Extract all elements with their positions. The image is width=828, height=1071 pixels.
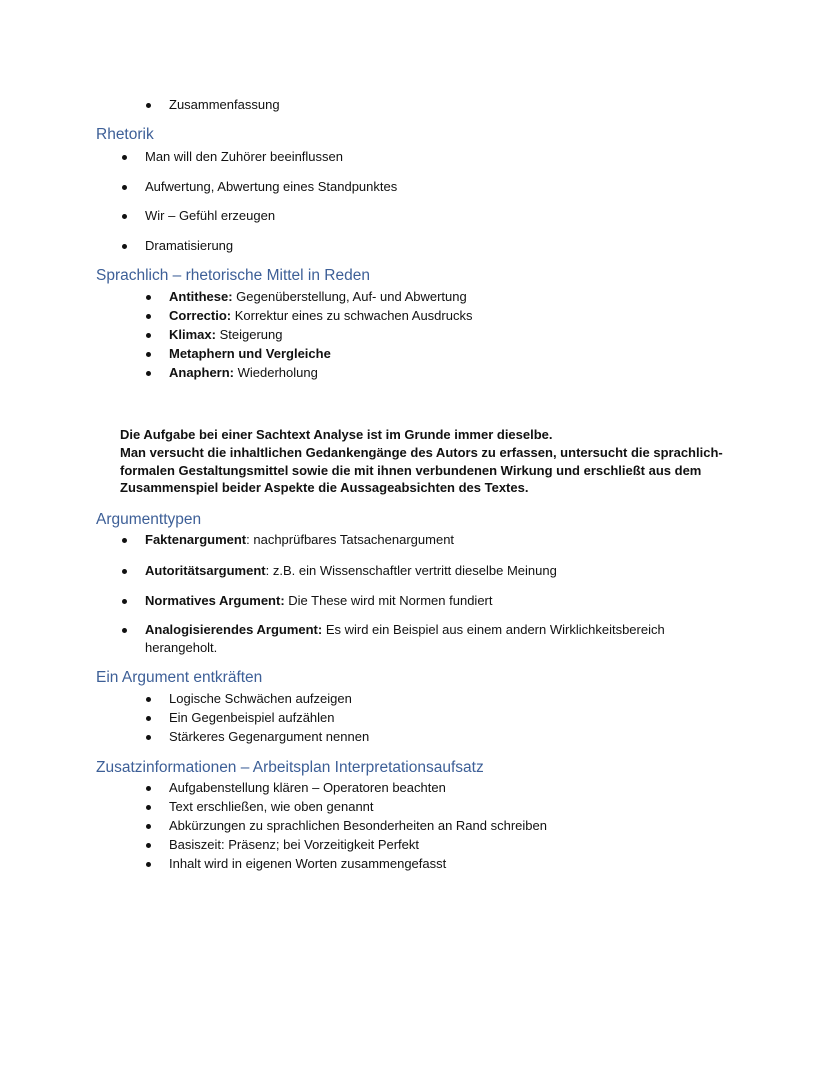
list-item [169,326,472,345]
heading-rhetorische-mittel: Sprachlich – rhetorische Mittel in Reden [96,267,370,284]
list-item [145,621,690,657]
list-item: Ein Gegenbeispiel aufzählen [169,709,369,728]
list-item [169,288,472,307]
zusatz-list [169,779,547,874]
analysis-note-body: Man versucht die inhaltlichen Gedankengänge des Autors zu erfassen, untersucht die sprachlich-formalen Gestaltungsmittel sowie die mit ihnen verbundenen Wirkung und erschließt aus dem Zusammenspiel beider Aspekte die Aussageabsichten des Textes. [120,445,723,496]
heading-rhetorik: Rhetorik [96,126,154,143]
list-item: Man will den Zuhörer beeinflussen [145,148,397,178]
list-item: Wir – Gefühl erzeugen [145,207,397,237]
list-item: Zusammenfassung [169,96,280,115]
definition: Gegenüberstellung, Auf- und Abwertung [232,289,467,304]
term: Klimax: [169,327,216,342]
list-item [145,531,705,562]
list-item [169,364,472,383]
list-item: Basiszeit: Präsenz; bei Vorzeitigkeit Perfekt [169,836,547,855]
heading-zusatzinformationen: Zusatzinformationen – Arbeitsplan Interpretationsaufsatz [96,759,484,776]
definition: : z.B. ein Wissenschaftler vertritt dieselbe Meinung [265,562,557,578]
argumenttypen-list [145,531,705,657]
term: Correctio: [169,308,232,323]
definition: : nachprüfbares Tatsachenargument [246,532,455,547]
list-item: Aufwertung, Abwertung eines Standpunktes [145,178,397,208]
list-item: Inhalt wird in eigenen Worten zusammengefasst [169,855,547,874]
term: Metaphern und Vergleiche [169,346,331,361]
heading-argument-entkraeften: Ein Argument entkräften [96,669,263,686]
definition: Es wird ein Beispiel aus einem andern Wirklichkeitsbereich herangeholt. [145,622,665,655]
term: Normatives Argument: [145,593,285,608]
term: Antithese: [169,289,233,304]
list-item: Dramatisierung [145,237,397,267]
entkraeften-list [169,690,369,747]
list-item: Text erschließen, wie oben genannt [169,798,547,817]
list-item [169,345,472,364]
term: Autoritätsargument [145,562,266,578]
term: Anaphern: [169,365,234,380]
definition: Korrektur eines zu schwachen Ausdrucks [231,308,473,323]
definition: Die These wird mit Normen fundiert [284,593,493,608]
list-item: Logische Schwächen aufzeigen [169,690,369,709]
rhetorische-mittel-list [169,288,472,383]
list-item: Aufgabenstellung klären – Operatoren beachten [169,779,547,798]
rhetorik-list [145,148,397,267]
definition: Steigerung [215,327,283,342]
term: Faktenargument [145,532,247,547]
top-list [169,96,280,115]
heading-argumenttypen: Argumenttypen [96,511,202,528]
list-item [145,592,705,621]
list-item [169,307,472,326]
term: Analogisierendes Argument: [145,622,323,637]
list-item: Abkürzungen zu sprachlichen Besonderheiten an Rand schreiben [169,817,547,836]
list-item: Stärkeres Gegenargument nennen [169,728,369,747]
list-item [145,562,705,593]
definition: Wiederholung [234,365,318,380]
analysis-note-line1: Die Aufgabe bei einer Sachtext Analyse ist im Grunde immer dieselbe. [120,427,553,442]
